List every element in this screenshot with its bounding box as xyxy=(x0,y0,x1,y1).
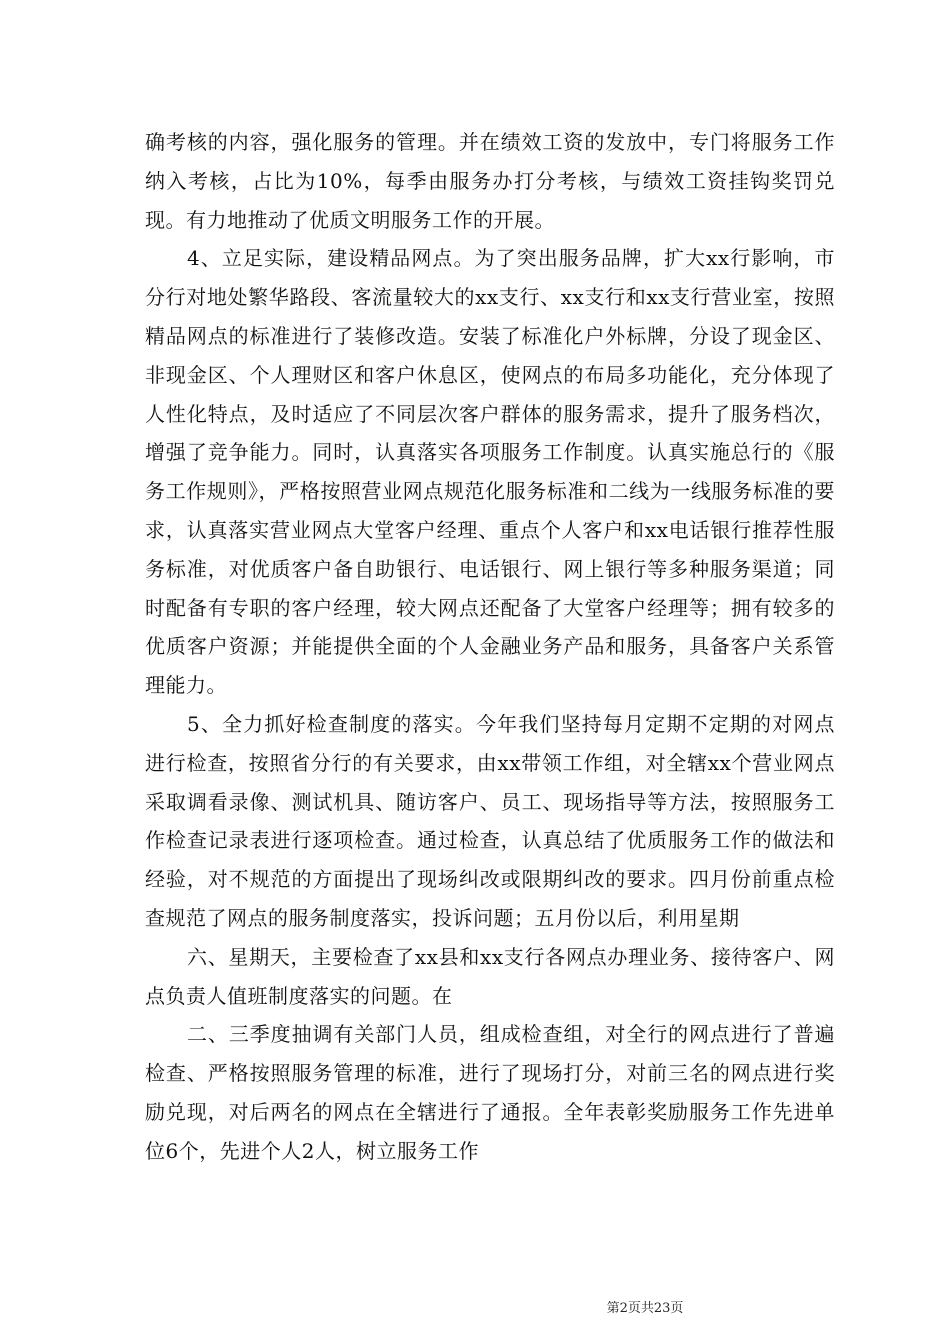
paragraph-5: 二、三季度抽调有关部门人员，组成检查组，对全行的网点进行了普遍检查、严格按照服务管理的标准，进行了现场打分，对前三名的网点进行奖励兑现，对后两名的网点在全辖进行了通报。全年表彰奖励服务工作先进单位6个，先进个人2人，树立服务工作 xyxy=(145,1022,835,1163)
paragraph-3: 5、全力抓好检查制度的落实。今年我们坚持每月定期不定期的对网点进行检查，按照省分行的有关要求，由xx带领工作组，对全辖xx个营业网点采取调看录像、测试机具、随访客户、员工、现场指导等方法，按照服务工作检查记录表进行逐项检查。通过检查，认真总结了优质服务工作的做法和经验，对不规范的方面提出了现场纠改或限期纠改的要求。四月份前重点检查规范了网点的服务制度落实，投诉问题；五月份以后，利用星期 xyxy=(145,711,835,930)
page-number-footer: 第2页共23页 xyxy=(606,1301,684,1316)
paragraph-4: 六、星期天，主要检查了xx县和xx支行各网点办理业务、接待客户、网点负责人值班制度落实的问题。在 xyxy=(145,944,835,1008)
document-body xyxy=(145,123,835,1171)
paragraph-2: 4、立足实际，建设精品网点。为了突出服务品牌，扩大xx行影响，市分行对地处繁华路段、客流量较大的xx支行、xx支行和xx支行营业室，按照精品网点的标准进行了装修改造。安装了标准化户外标牌，分设了现金区、非现金区、个人理财区和客户休息区，使网点的布局多功能化，充分体现了人性化特点，及时适应了不同层次客户群体的服务需求，提升了服务档次，增强了竞争能力。同时，认真落实各项服务工作制度。认真实施总行的《服务工作规则》，严格按照营业网点规范化服务标准和二线为一线服务标准的要求，认真落实营业网点大堂客户经理、重点个人客户和xx电话银行推荐性服务标准，对优质客户备自助银行、电话银行、网上银行等多种服务渠道；同时配备有专职的客户经理，较大网点还配备了大堂客户经理等；拥有较多的优质客户资源；并能提供全面的个人金融业务产品和服务，具备客户关系管理能力。 xyxy=(145,246,835,698)
paragraph-1: 确考核的内容，强化服务的管理。并在绩效工资的发放中，专门将服务工作纳入考核，占比为10%，每季由服务办打分考核，与绩效工资挂钩奖罚兑现。有力地推动了优质文明服务工作的开展。 xyxy=(145,130,835,232)
